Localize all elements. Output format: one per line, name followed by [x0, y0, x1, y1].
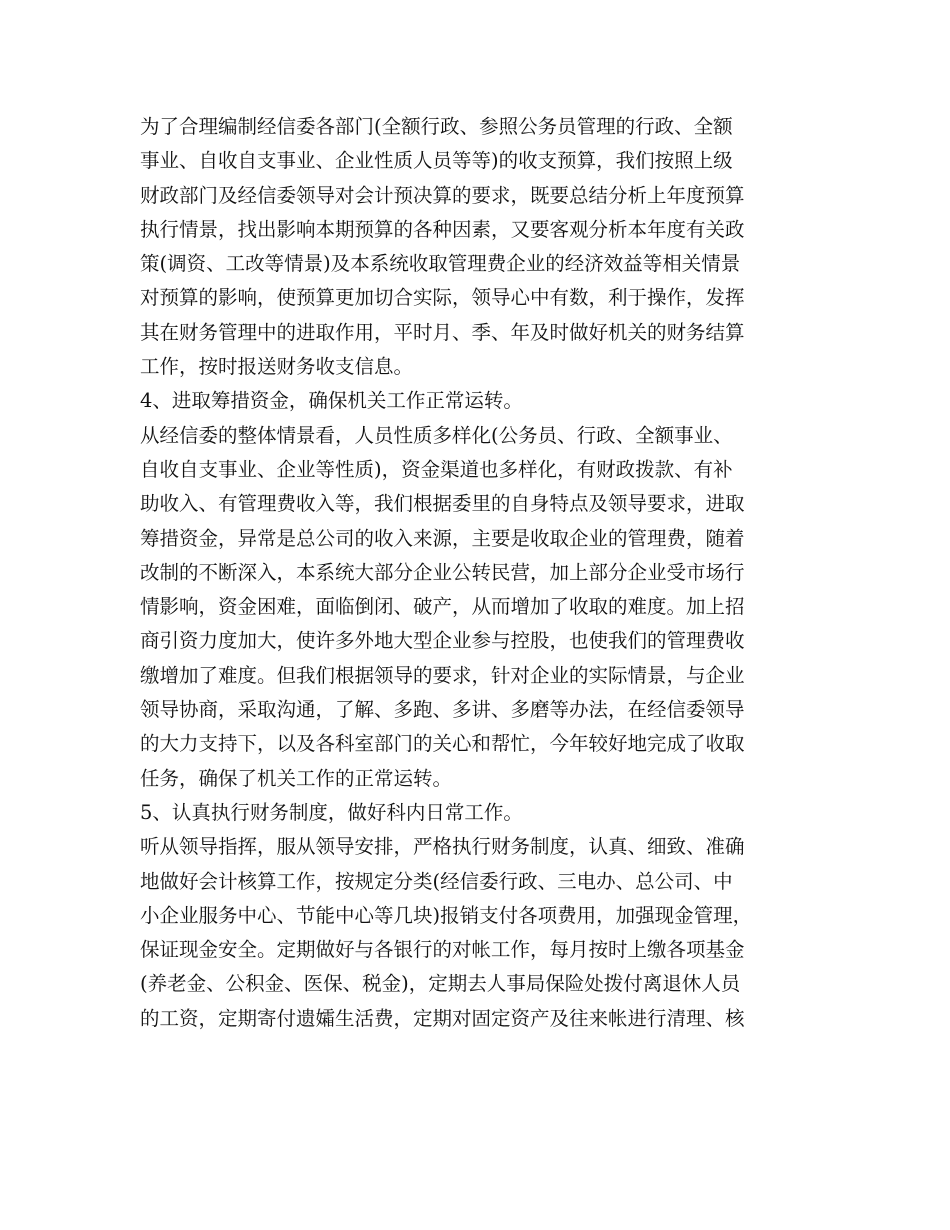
text-line: 缴增加了难度。但我们根据领导的要求，针对企业的实际情景，与企业	[140, 663, 745, 687]
text-line: 工作，按时报送财务收支信息。	[140, 355, 414, 379]
text-line: 事业、自收自支事业、企业性质人员等等)的收支预算，我们按照上级	[140, 149, 733, 173]
text-line: 地做好会计核算工作，按规定分类(经信委行政、三电办、总公司、中	[140, 869, 733, 893]
text-line: 助收入、有管理费收入等，我们根据委里的自身特点及领导要求，进取	[140, 492, 745, 516]
text-line: 自收自支事业、企业等性质)，资金渠道也多样化，有财政拨款、有补	[140, 457, 733, 481]
section-heading: 5、认真执行财务制度，做好科内日常工作。	[140, 800, 523, 824]
text-line: 情影响，资金困难，面临倒闭、破产，从而增加了收取的难度。加上招	[140, 595, 745, 619]
text-line: 策(调资、工改等情景)及本系统收取管理费企业的经济效益等相关情景	[140, 252, 741, 276]
text-line: 对预算的影响，使预算更加切合实际，领导心中有数，利于操作，发挥	[140, 286, 745, 310]
text-line: 的大力支持下，以及各科室部门的关心和帮忙，今年较好地完成了收取	[140, 732, 745, 756]
text-line: 筹措资金，异常是总公司的收入来源，主要是收取企业的管理费，随着	[140, 526, 745, 550]
text-line: 为了合理编制经信委各部门(全额行政、参照公务员管理的行政、全额	[140, 115, 733, 138]
text-line: 财政部门及经信委领导对会计预决算的要求，既要总结分析上年度预算	[140, 183, 745, 207]
text-line: 小企业服务中心、节能中心等几块)报销支付各项费用，加强现金管理，	[140, 903, 753, 927]
text-line: 的工资，定期寄付遗孀生活费，定期对固定资产及往来帐进行清理、核	[140, 1006, 745, 1030]
text-line: 执行情景，找出影响本期预算的各种因素，又要客观分析本年度有关政	[140, 217, 745, 241]
document-page	[140, 110, 830, 1036]
text-line: 领导协商，采取沟通，了解、多跑、多讲、多磨等办法，在经信委领导	[140, 698, 745, 722]
text-line: (养老金、公积金、医保、税金)，定期去人事局保险处拨付离退休人员	[140, 972, 741, 996]
text-line: 听从领导指挥，服从领导安排，严格执行财务制度，认真、细致、准确	[140, 835, 745, 859]
text-line: 从经信委的整体情景看，人员性质多样化(公务员、行政、全额事业、	[140, 423, 733, 447]
text-line: 保证现金安全。定期做好与各银行的对帐工作，每月按时上缴各项基金	[140, 938, 745, 962]
text-line: 商引资力度加大，使许多外地大型企业参与控股，也使我们的管理费收	[140, 629, 745, 653]
text-line: 任务，确保了机关工作的正常运转。	[140, 766, 453, 790]
section-heading: 4、进取筹措资金，确保机关工作正常运转。	[140, 389, 523, 413]
text-line: 其在财务管理中的进取作用，平时月、季、年及时做好机关的财务结算	[140, 320, 745, 344]
text-line: 改制的不断深入，本系统大部分企业公转民营，加上部分企业受市场行	[140, 560, 745, 584]
